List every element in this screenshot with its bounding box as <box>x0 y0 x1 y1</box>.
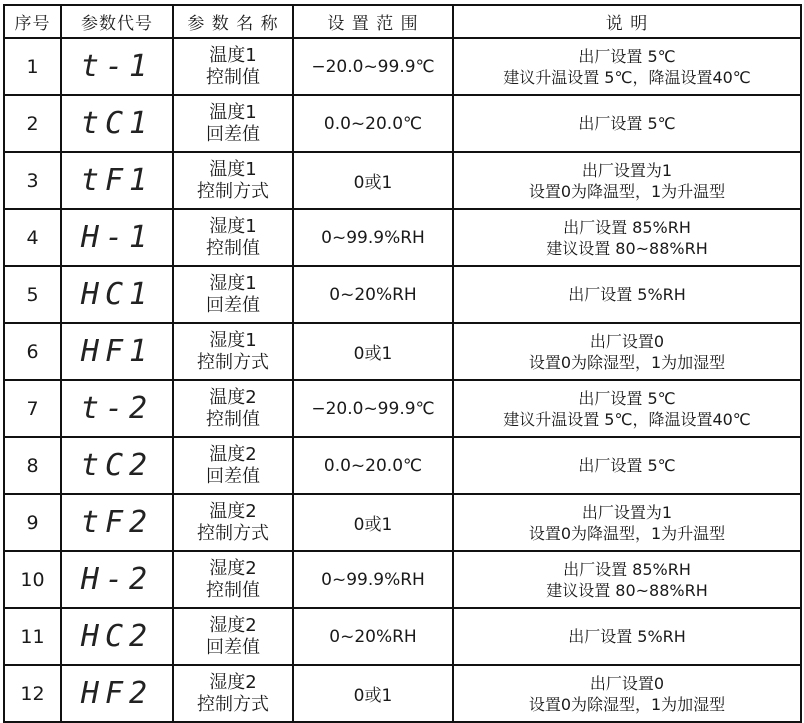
description-line: 出厂设置0 <box>589 331 665 351</box>
parameter-name-line: 回差值 <box>206 294 260 316</box>
header-range: 设 置 范 围 <box>293 5 453 38</box>
row-index: 1 <box>4 38 61 95</box>
description <box>453 494 801 551</box>
row-index: 4 <box>4 209 61 266</box>
parameter-name-line: 湿度2 <box>209 557 257 579</box>
parameter-code: t-2 <box>61 380 173 437</box>
header-index: 序号 <box>4 5 61 38</box>
setting-range: 0~20%RH <box>293 266 453 323</box>
description-line: 建议设置 80~88%RH <box>546 580 708 600</box>
row-index: 12 <box>4 665 61 722</box>
description-line: 建议升温设置 5℃，降温设置40℃ <box>503 409 751 429</box>
parameter-name-line: 湿度2 <box>209 614 257 636</box>
description-line: 出厂设置 5%RH <box>568 627 686 646</box>
parameter-name-line: 湿度1 <box>209 272 257 294</box>
parameter-name-line: 温度1 <box>209 158 257 180</box>
description-line: 出厂设置 5℃ <box>578 456 676 475</box>
parameter-name-line: 温度1 <box>209 101 257 123</box>
parameter-name <box>173 665 293 722</box>
setting-range: 0.0~20.0℃ <box>293 95 453 152</box>
parameter-name-line: 温度2 <box>209 500 257 522</box>
description-line: 设置0为降温型，1为升温型 <box>528 523 726 543</box>
description-line: 出厂设置 5℃ <box>578 388 676 408</box>
row-index: 7 <box>4 380 61 437</box>
description <box>453 95 801 152</box>
row-index: 10 <box>4 551 61 608</box>
parameter-code: tC1 <box>61 95 173 152</box>
parameter-code: tF1 <box>61 152 173 209</box>
setting-range: 0或1 <box>293 152 453 209</box>
parameter-name <box>173 95 293 152</box>
table-row <box>4 323 801 380</box>
description <box>453 152 801 209</box>
row-index: 2 <box>4 95 61 152</box>
description <box>453 209 801 266</box>
setting-range: 0或1 <box>293 494 453 551</box>
parameter-name-line: 控制方式 <box>197 693 269 715</box>
parameter-code: tC2 <box>61 437 173 494</box>
parameter-name-line: 控制方式 <box>197 180 269 202</box>
row-index: 11 <box>4 608 61 665</box>
description <box>453 608 801 665</box>
parameter-name-line: 湿度2 <box>209 671 257 693</box>
table-row <box>4 437 801 494</box>
parameter-name-line: 湿度1 <box>209 215 257 237</box>
parameter-name <box>173 494 293 551</box>
parameter-name-line: 回差值 <box>206 123 260 145</box>
description <box>453 665 801 722</box>
parameter-code: HF2 <box>61 665 173 722</box>
parameter-name <box>173 551 293 608</box>
table-row <box>4 494 801 551</box>
parameter-code: tF2 <box>61 494 173 551</box>
parameter-name <box>173 266 293 323</box>
setting-range: 0~20%RH <box>293 608 453 665</box>
description <box>453 323 801 380</box>
setting-range: −20.0~99.9℃ <box>293 380 453 437</box>
description <box>453 437 801 494</box>
parameter-name-line: 温度2 <box>209 443 257 465</box>
parameter-code: t-1 <box>61 38 173 95</box>
setting-range: 0.0~20.0℃ <box>293 437 453 494</box>
header-row <box>4 5 801 38</box>
parameter-code: HF1 <box>61 323 173 380</box>
row-index: 3 <box>4 152 61 209</box>
description-line: 设置0为降温型，1为升温型 <box>528 181 726 201</box>
table-row <box>4 551 801 608</box>
table-row <box>4 266 801 323</box>
table-body <box>4 38 801 722</box>
parameter-name <box>173 608 293 665</box>
row-index: 6 <box>4 323 61 380</box>
parameter-name <box>173 323 293 380</box>
table-row <box>4 209 801 266</box>
description-line: 出厂设置 85%RH <box>563 559 691 579</box>
parameter-name <box>173 38 293 95</box>
setting-range: 0或1 <box>293 323 453 380</box>
parameter-name <box>173 380 293 437</box>
parameter-name-line: 控制值 <box>206 237 260 259</box>
parameter-name-line: 控制值 <box>206 408 260 430</box>
parameter-name <box>173 152 293 209</box>
table-row <box>4 38 801 95</box>
parameter-name-line: 控制方式 <box>197 351 269 373</box>
parameter-name-line: 回差值 <box>206 636 260 658</box>
description <box>453 266 801 323</box>
header-code: 参数代号 <box>61 5 173 38</box>
row-index: 8 <box>4 437 61 494</box>
description-line: 出厂设置为1 <box>581 502 673 522</box>
description-line: 建议升温设置 5℃，降温设置40℃ <box>503 67 751 87</box>
setting-range: 0~99.9%RH <box>293 551 453 608</box>
table-row <box>4 608 801 665</box>
description-line: 设置0为除湿型，1为加湿型 <box>528 694 726 714</box>
description-line: 出厂设置 5%RH <box>568 285 686 304</box>
parameter-name-line: 控制值 <box>206 579 260 601</box>
parameter-table <box>3 4 802 723</box>
parameter-code: H-1 <box>61 209 173 266</box>
description <box>453 38 801 95</box>
parameter-name-line: 湿度1 <box>209 329 257 351</box>
parameter-name-line: 回差值 <box>206 465 260 487</box>
description-line: 出厂设置 5℃ <box>578 46 676 66</box>
description-line: 建议设置 80~88%RH <box>546 238 708 258</box>
description-line: 出厂设置0 <box>589 673 665 693</box>
description-line: 出厂设置 85%RH <box>563 217 691 237</box>
parameter-name-line: 控制方式 <box>197 522 269 544</box>
parameter-code: HC1 <box>61 266 173 323</box>
description-line: 设置0为除湿型，1为加湿型 <box>528 352 726 372</box>
table-row <box>4 380 801 437</box>
parameter-name-line: 控制值 <box>206 66 260 88</box>
parameter-code: HC2 <box>61 608 173 665</box>
row-index: 9 <box>4 494 61 551</box>
parameter-code: H-2 <box>61 551 173 608</box>
row-index: 5 <box>4 266 61 323</box>
setting-range: 0~99.9%RH <box>293 209 453 266</box>
parameter-name <box>173 437 293 494</box>
setting-range: 0或1 <box>293 665 453 722</box>
table-row <box>4 665 801 722</box>
setting-range: −20.0~99.9℃ <box>293 38 453 95</box>
description-line: 出厂设置为1 <box>581 160 673 180</box>
parameter-name-line: 温度2 <box>209 386 257 408</box>
parameter-name-line: 温度1 <box>209 44 257 66</box>
table-row <box>4 95 801 152</box>
description-line: 出厂设置 5℃ <box>578 114 676 133</box>
header-description: 说 明 <box>453 5 801 38</box>
description <box>453 380 801 437</box>
table-header <box>4 5 801 38</box>
table-row <box>4 152 801 209</box>
header-name: 参 数 名 称 <box>173 5 293 38</box>
description <box>453 551 801 608</box>
parameter-name <box>173 209 293 266</box>
